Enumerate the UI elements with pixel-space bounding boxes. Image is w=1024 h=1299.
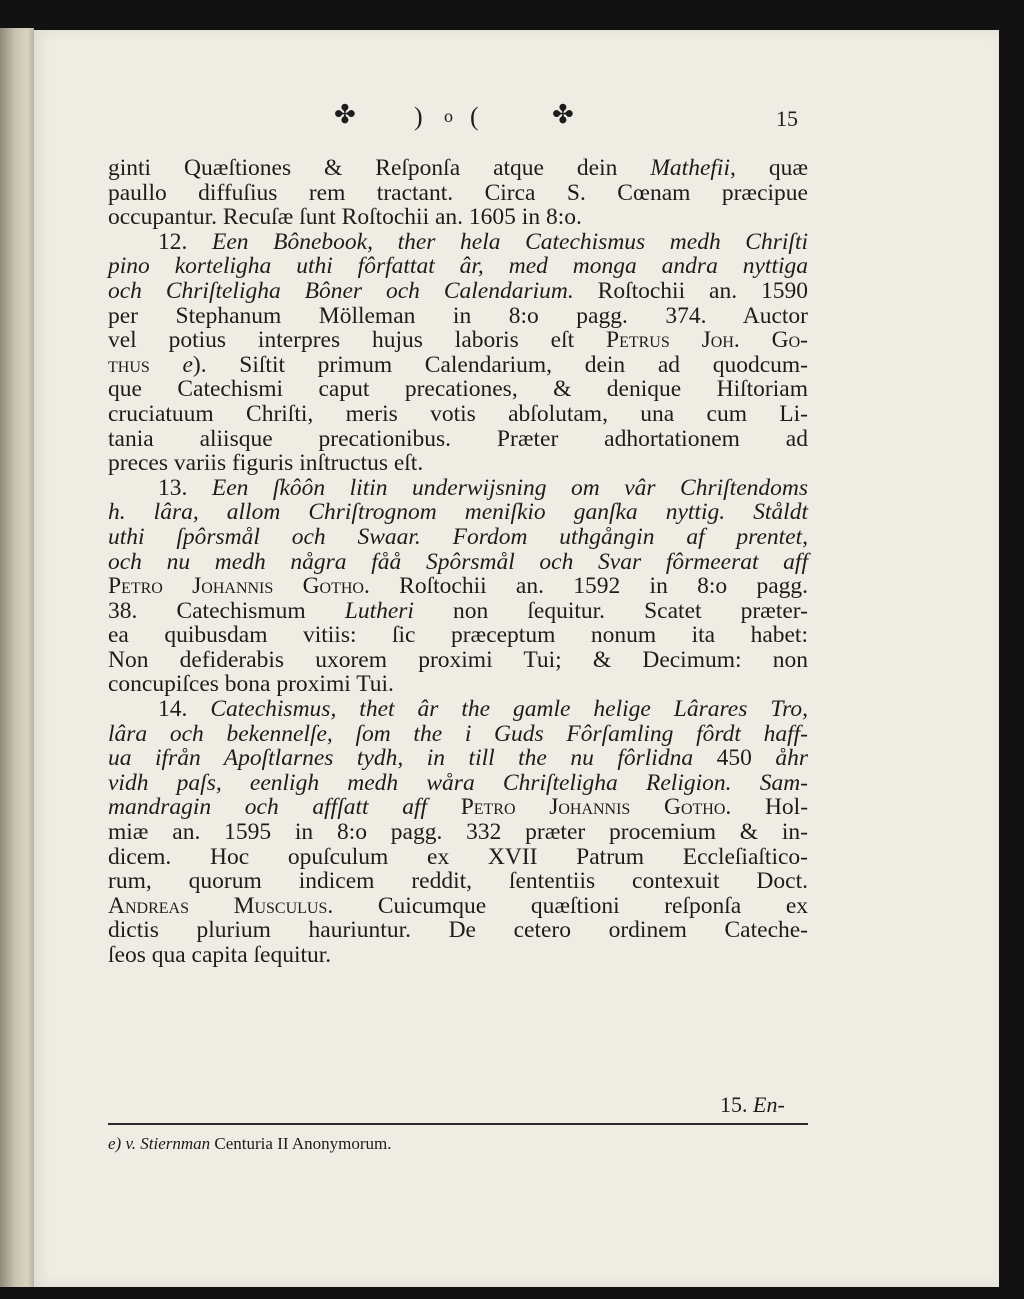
text-run: , quæ [729, 155, 808, 181]
text-run: 450 [693, 745, 776, 772]
text-line [108, 820, 808, 845]
fleuron-right-icon: ✤ [552, 100, 574, 129]
fleuron-left-icon: ✤ [334, 100, 356, 129]
text-line [108, 894, 808, 919]
text-run: e [182, 351, 193, 378]
header-paren-left: ) [414, 102, 423, 131]
text-run: ua ifrån Apoſtlarnes tydh, in till the nu fôrlidna [108, 745, 694, 772]
text-run: h. lâra, allom Chriſtrognom meniſkio ganſka nyttig. Ståldt [108, 499, 808, 526]
text-line [108, 672, 808, 697]
footnote-prefix: v. [125, 1134, 137, 1153]
text-line [108, 304, 808, 329]
text-line [108, 845, 808, 870]
text-run: 12. [158, 228, 212, 255]
text-line [108, 402, 808, 427]
text-run: per Stephanum Mölleman in 8:o pagg. 374. Auctor [108, 302, 808, 329]
text-run: Catechismus, thet âr the gamle helige Lârares Tro, [210, 696, 808, 723]
text-line [108, 279, 808, 304]
text-line [108, 230, 808, 255]
text-line [108, 377, 808, 402]
footnote-rest: Centuria II Anonymorum. [214, 1134, 392, 1153]
text-line [108, 181, 808, 206]
text-line [108, 525, 808, 550]
text-run: cruciatuum Chriſti, meris votis abſolutam, una cum Li- [108, 400, 808, 427]
text-run: vel potius interpres hujus laboris eſt [108, 327, 607, 354]
text-line [108, 795, 808, 820]
body-text [108, 156, 808, 968]
text-run: ea quibusdam vitiis: ſic præceptum nonum ita habet: [108, 622, 808, 649]
footnote-author: Stiernman [140, 1134, 211, 1153]
text-run: Roſtochii an. 1592 in 8:o pagg. [369, 573, 808, 600]
catchword [720, 1092, 785, 1118]
text-run [427, 794, 461, 820]
text-run: Cuicumque quæſtioni reſponſa ex [333, 892, 808, 919]
text-run: miæ an. 1595 in 8:o pagg. 332 præter procemium & in- [108, 819, 808, 846]
text-run: Hol- [731, 794, 809, 821]
text-run: 14. [158, 696, 211, 723]
text-run: Petrus Joh. Go- [606, 327, 808, 354]
text-line [108, 254, 808, 279]
text-line [108, 599, 808, 624]
text-run: Non defiderabis uxorem proximi Tui; & Decimum: non [108, 646, 808, 673]
text-line [108, 427, 808, 452]
text-line [108, 648, 808, 673]
text-run: Petro Johannis Gotho. [460, 794, 732, 821]
catchword-number: 15. [720, 1092, 748, 1117]
text-line [108, 205, 808, 230]
text-run [150, 352, 183, 378]
text-line [108, 771, 808, 796]
text-line [108, 623, 808, 648]
text-run: dicem. Hoc opuſculum ex XVII Patrum Eccleſiaſtico- [108, 843, 808, 870]
text-line [108, 574, 808, 599]
text-run: paullo diffuſius rem tractant. Circa S. Cœnam præcipue [108, 179, 808, 206]
text-line [108, 328, 808, 353]
text-run: rum, quorum indicem reddit, ſententiis contexuit Doct. [108, 868, 808, 895]
text-run: Een Bônebook, ther hela Catechismus medh Chriſti [211, 228, 808, 255]
text-run: och Chriſteligha Bôner och Calendarium. [108, 277, 574, 304]
text-run: uthi ſpôrsmål och Swaar. Fordom uthgångin af prentet, [108, 523, 808, 550]
text-line [108, 451, 808, 476]
book-gutter [0, 28, 34, 1287]
text-line [108, 550, 808, 575]
text-run: Een ſkôôn litin underwijsning om vâr Chriſtendoms [211, 474, 809, 501]
text-run: tania aliisque precationibus. Præter adhortationem ad [108, 425, 808, 452]
text-run: och nu medh några fåå Spôrsmål och Svar fôrmeerat aff [108, 548, 808, 575]
text-run: 38. Catechismum [108, 597, 345, 624]
text-run: occupantur. Recuſæ ſunt Roſtochii an. 1605 in 8:o. [108, 204, 582, 231]
text-run: åhr [775, 745, 808, 772]
text-run: ginti Quæſtiones & Reſponſa atque dein [108, 155, 651, 181]
text-line [108, 500, 808, 525]
text-line [108, 918, 808, 943]
page-number: 15 [776, 106, 798, 131]
footnote-rule [108, 1123, 808, 1125]
text-line [108, 746, 808, 771]
text-run: Roſtochii an. 1590 [573, 277, 808, 304]
text-line [108, 476, 808, 501]
text-line [108, 722, 808, 747]
text-run: vidh paſs, eenligh medh wåra Chriſteligha Religion. Sam- [108, 769, 808, 796]
text-run: Petro Johannis Gotho. [108, 573, 370, 600]
text-line [108, 156, 808, 181]
footnote [108, 1134, 391, 1154]
text-run: pino korteligha uthi fôrfattat âr, med monga andra nyttiga [108, 253, 808, 280]
text-run: Mathefii [650, 155, 730, 181]
text-run: preces variis figuris inſtructus eſt. [108, 450, 424, 477]
text-run: 13. [158, 474, 212, 501]
header-paren-right: ( [470, 102, 479, 131]
text-run: non ſequitur. Scatet præter- [413, 597, 808, 624]
text-run: mandragin och affſatt aff [108, 794, 428, 821]
running-header [334, 100, 834, 140]
catchword-text: En- [753, 1092, 785, 1117]
text-line [108, 869, 808, 894]
text-run: ). Siſtit primum Calendarium, dein ad quodcum- [192, 351, 808, 378]
text-line [108, 697, 808, 722]
text-run: ſeos qua capita ſequitur. [108, 942, 332, 968]
text-run: thus [108, 351, 150, 378]
text-line [108, 943, 808, 968]
footnote-mark: e) [108, 1134, 122, 1153]
text-run: Lutheri [344, 597, 414, 624]
text-run: lâra och bekennelſe, ſom the i Guds Fôrſamling fôrdt haff- [108, 720, 808, 747]
text-run: Andreas Musculus. [108, 892, 334, 919]
book-page [34, 30, 999, 1287]
text-run: concupiſces bona proximi Tui. [108, 671, 394, 698]
text-line [108, 353, 808, 378]
text-run: dictis plurium hauriuntur. De cetero ordinem Cateche- [108, 917, 808, 944]
header-circle: o [444, 106, 453, 126]
text-run: que Catechismi caput precationes, & denique Hiſtoriam [108, 376, 808, 403]
